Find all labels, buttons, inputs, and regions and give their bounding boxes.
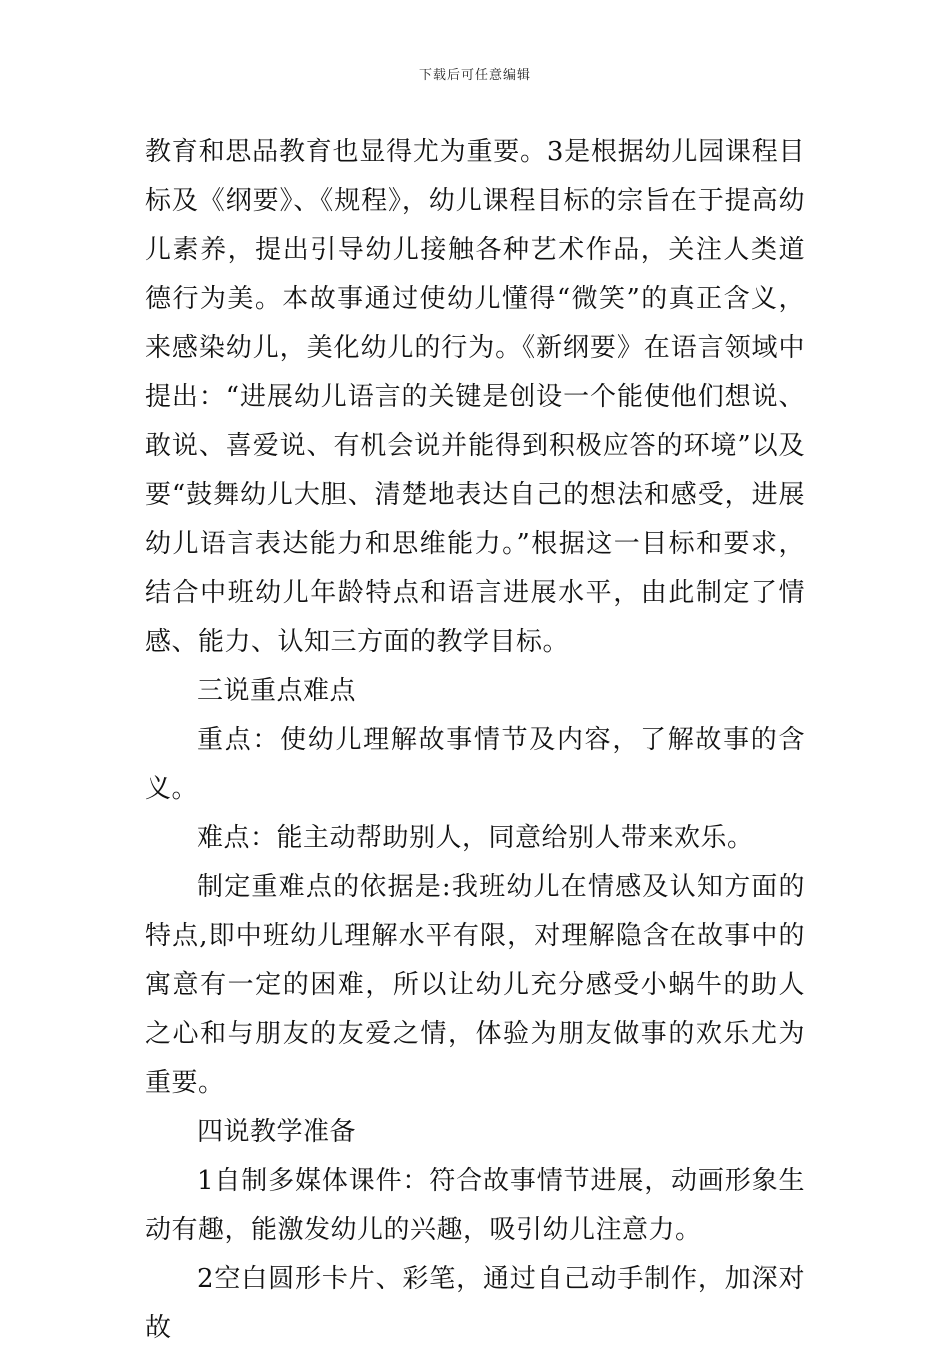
paragraph-difficulty: 难点：能主动帮助别人，同意给别人带来欢乐。 — [197, 823, 754, 853]
paragraph-curriculum-goals: 教育和思品教育也显得尤为重要。3是根据幼儿园课程目标及《纲要》、《规程》，幼儿课程目标的宗旨在于提高幼儿素养，提出引导幼儿接触各种艺术作品，关注人类道德行为美。本故事通过使幼儿懂得“微笑”的真正含义，来感染幼儿，美化幼儿的行为。《新纲要》在语言领域中提出：“进展幼儿语言的关键是创设一个能使他们想说、敢说、喜爱说、有机会说并能得到积极应答的环境”以及要“鼓舞幼儿大胆、清楚地表达自己的想法和感受，进展幼儿语言表达能力和思维能力。”根据这一目标和要求，结合中班幼儿年龄特点和语言进展水平，由此制定了情感、能力、认知三方面的教学目标。 — [145, 137, 805, 657]
paragraph-key-point: 重点：使幼儿理解故事情节及内容，了解故事的含义。 — [145, 725, 805, 804]
paragraph-rationale: 制定重难点的依据是:我班幼儿在情感及认知方面的特点,即中班幼儿理解水平有限，对理解隐含在故事中的寓意有一定的困难，所以让幼儿充分感受小蜗牛的助人之心和与朋友的友爱之情，体验为朋友做事的欢乐尤为重要。 — [145, 872, 805, 1098]
page-header: 下载后可任意编辑 — [418, 68, 531, 83]
section-heading-preparation: 四说教学准备 — [197, 1117, 357, 1147]
paragraph-preparation-2: 2空白圆形卡片、彩笔，通过自己动手制作，加深对故 — [145, 1264, 805, 1343]
document-body — [145, 128, 805, 1353]
section-heading-key-points: 三说重点难点 — [197, 676, 357, 706]
paragraph-preparation-1: 1自制多媒体课件：符合故事情节进展，动画形象生动有趣，能激发幼儿的兴趣，吸引幼儿注意力。 — [145, 1166, 805, 1245]
